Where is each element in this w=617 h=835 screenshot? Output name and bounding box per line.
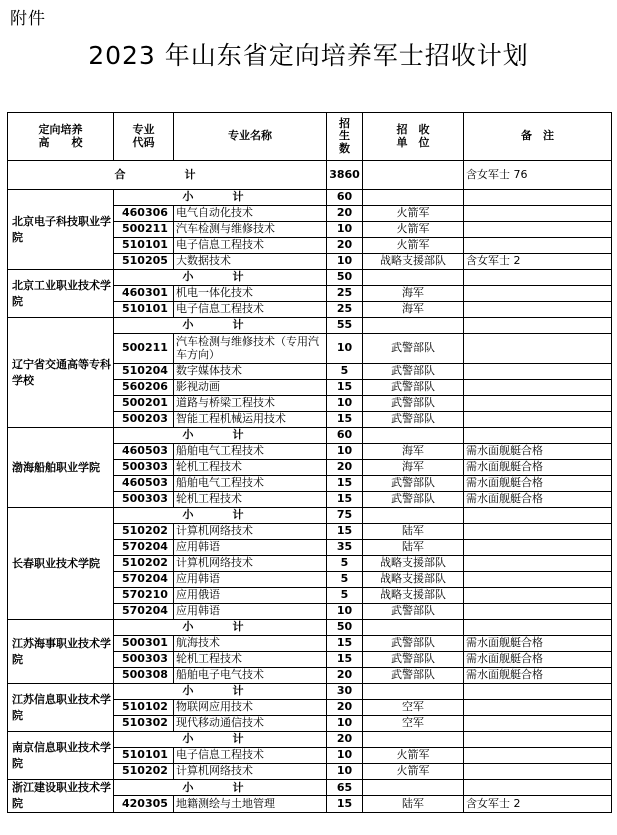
subtotal-count: 50	[327, 270, 363, 286]
major-code: 510102	[114, 700, 174, 716]
subtotal-remark	[464, 428, 612, 444]
recruiting-unit: 火箭军	[363, 238, 464, 254]
subtotal-remark	[464, 190, 612, 206]
header-school-line: 定向培养	[38, 123, 83, 137]
major-code: 510101	[114, 748, 174, 764]
header-unit	[363, 113, 464, 161]
header-count-line: 招	[339, 116, 350, 130]
remark	[464, 540, 612, 556]
header-remark: 备 注	[464, 113, 612, 161]
subtotal-count: 60	[327, 190, 363, 206]
recruiting-unit: 武警部队	[363, 364, 464, 380]
subtotal-label: 小 计	[114, 190, 327, 206]
major-code: 510202	[114, 524, 174, 540]
major-code: 500303	[114, 460, 174, 476]
subtotal-remark	[464, 780, 612, 796]
remark: 含女军士 2	[464, 796, 612, 812]
subtotal-row	[8, 732, 612, 748]
remark: 含女军士 2	[464, 254, 612, 270]
enroll-count: 5	[327, 364, 363, 380]
remark	[464, 396, 612, 412]
major-code: 510205	[114, 254, 174, 270]
remark	[464, 716, 612, 732]
subtotal-unit	[363, 190, 464, 206]
recruiting-unit: 海军	[363, 286, 464, 302]
remark	[464, 604, 612, 620]
recruiting-unit: 空军	[363, 700, 464, 716]
remark	[464, 238, 612, 254]
recruiting-unit: 武警部队	[363, 476, 464, 492]
school-name: 江苏信息职业技术学院	[8, 684, 114, 732]
major-name: 数字媒体技术	[174, 364, 327, 380]
page-title: 2023 年山东省定向培养军士招收计划	[88, 41, 529, 70]
major-code: 420305	[114, 796, 174, 812]
major-code: 510204	[114, 364, 174, 380]
recruiting-unit: 陆军	[363, 796, 464, 812]
header-count-line: 数	[339, 141, 350, 155]
header-school	[8, 113, 114, 161]
recruiting-unit: 武警部队	[363, 380, 464, 396]
total-label: 合 计	[8, 161, 327, 190]
remark	[464, 302, 612, 318]
recruiting-unit: 武警部队	[363, 652, 464, 668]
remark	[464, 206, 612, 222]
subtotal-unit	[363, 780, 464, 796]
major-name: 船舶电气工程技术	[174, 476, 327, 492]
recruiting-unit: 火箭军	[363, 222, 464, 238]
total-unit	[363, 161, 464, 190]
major-name: 汽车检测与维修技术（专用汽车方向）	[174, 334, 327, 364]
recruiting-unit: 武警部队	[363, 636, 464, 652]
school-name: 江苏海事职业技术学院	[8, 620, 114, 684]
major-name: 物联网应用技术	[174, 700, 327, 716]
recruiting-unit: 火箭军	[363, 748, 464, 764]
recruiting-unit: 陆军	[363, 540, 464, 556]
major-code: 570204	[114, 604, 174, 620]
subtotal-remark	[464, 318, 612, 334]
subtotal-unit	[363, 428, 464, 444]
major-name: 电气自动化技术	[174, 206, 327, 222]
major-name: 大数据技术	[174, 254, 327, 270]
major-name: 计算机网络技术	[174, 524, 327, 540]
major-code: 560206	[114, 380, 174, 396]
major-code: 510101	[114, 238, 174, 254]
subtotal-row	[8, 428, 612, 444]
recruiting-unit: 武警部队	[363, 334, 464, 364]
major-code: 570204	[114, 540, 174, 556]
remark	[464, 556, 612, 572]
subtotal-unit	[363, 684, 464, 700]
table-header-row	[8, 113, 612, 161]
recruiting-unit: 空军	[363, 716, 464, 732]
remark	[464, 380, 612, 396]
subtotal-count: 50	[327, 620, 363, 636]
major-name: 轮机工程技术	[174, 652, 327, 668]
subtotal-count: 55	[327, 318, 363, 334]
remark	[464, 588, 612, 604]
subtotal-unit	[363, 620, 464, 636]
enroll-count: 5	[327, 588, 363, 604]
enroll-count: 20	[327, 206, 363, 222]
total-row	[8, 161, 612, 190]
header-major: 专业名称	[174, 113, 327, 161]
subtotal-row	[8, 190, 612, 206]
subtotal-row	[8, 508, 612, 524]
enroll-count: 10	[327, 604, 363, 620]
recruiting-unit: 海军	[363, 460, 464, 476]
enroll-count: 10	[327, 222, 363, 238]
enroll-count: 15	[327, 524, 363, 540]
subtotal-remark	[464, 270, 612, 286]
enroll-count: 5	[327, 572, 363, 588]
major-name: 轮机工程技术	[174, 492, 327, 508]
header-unit-line: 招 收	[396, 123, 430, 137]
remark	[464, 764, 612, 780]
enroll-count: 10	[327, 254, 363, 270]
recruiting-unit: 武警部队	[363, 396, 464, 412]
subtotal-label: 小 计	[114, 270, 327, 286]
recruiting-unit: 战略支援部队	[363, 556, 464, 572]
subtotal-label: 小 计	[114, 684, 327, 700]
enroll-count: 15	[327, 380, 363, 396]
header-code-line: 专业	[132, 123, 155, 137]
subtotal-row	[8, 318, 612, 334]
enroll-count: 10	[327, 764, 363, 780]
remark: 需水面舰艇合格	[464, 476, 612, 492]
enroll-count: 20	[327, 668, 363, 684]
major-name: 船舶电气工程技术	[174, 444, 327, 460]
attachment-label: 附件	[10, 9, 46, 29]
major-code: 500211	[114, 222, 174, 238]
major-code: 510202	[114, 764, 174, 780]
recruiting-unit: 战略支援部队	[363, 254, 464, 270]
recruiting-unit: 火箭军	[363, 764, 464, 780]
recruiting-unit: 战略支援部队	[363, 572, 464, 588]
major-code: 510101	[114, 302, 174, 318]
school-name: 渤海船舶职业学院	[8, 428, 114, 508]
subtotal-unit	[363, 270, 464, 286]
header-school-line: 高 校	[38, 135, 83, 149]
subtotal-unit	[363, 508, 464, 524]
major-name: 应用韩语	[174, 540, 327, 556]
enroll-count: 10	[327, 334, 363, 364]
major-code: 510302	[114, 716, 174, 732]
subtotal-count: 30	[327, 684, 363, 700]
header-code	[114, 113, 174, 161]
enrollment-plan-table	[7, 112, 612, 813]
enroll-count: 25	[327, 286, 363, 302]
major-name: 应用韩语	[174, 572, 327, 588]
header-code-line: 代码	[132, 135, 155, 149]
remark	[464, 334, 612, 364]
major-code: 500201	[114, 396, 174, 412]
major-name: 地籍测绘与土地管理	[174, 796, 327, 812]
major-code: 570204	[114, 572, 174, 588]
major-code: 500211	[114, 334, 174, 364]
remark	[464, 412, 612, 428]
subtotal-count: 65	[327, 780, 363, 796]
school-name: 北京电子科技职业学院	[8, 190, 114, 270]
subtotal-unit	[363, 318, 464, 334]
major-name: 智能工程机械运用技术	[174, 412, 327, 428]
recruiting-unit: 火箭军	[363, 206, 464, 222]
remark: 需水面舰艇合格	[464, 652, 612, 668]
enroll-count: 15	[327, 636, 363, 652]
subtotal-count: 75	[327, 508, 363, 524]
enroll-count: 35	[327, 540, 363, 556]
major-name: 电子信息工程技术	[174, 238, 327, 254]
header-count-line: 生	[339, 129, 350, 143]
subtotal-row	[8, 684, 612, 700]
major-code: 500308	[114, 668, 174, 684]
subtotal-row	[8, 270, 612, 286]
school-name: 南京信息职业技术学院	[8, 732, 114, 780]
major-name: 计算机网络技术	[174, 556, 327, 572]
school-name: 长春职业技术学院	[8, 508, 114, 620]
remark	[464, 364, 612, 380]
enroll-count: 25	[327, 302, 363, 318]
remark	[464, 286, 612, 302]
subtotal-label: 小 计	[114, 620, 327, 636]
major-code: 500303	[114, 652, 174, 668]
major-code: 570210	[114, 588, 174, 604]
enroll-count: 15	[327, 652, 363, 668]
major-name: 电子信息工程技术	[174, 748, 327, 764]
subtotal-row	[8, 620, 612, 636]
major-name: 航海技术	[174, 636, 327, 652]
major-name: 电子信息工程技术	[174, 302, 327, 318]
remark	[464, 222, 612, 238]
major-name: 现代移动通信技术	[174, 716, 327, 732]
recruiting-unit: 武警部队	[363, 668, 464, 684]
recruiting-unit: 海军	[363, 302, 464, 318]
subtotal-label: 小 计	[114, 732, 327, 748]
major-code: 500203	[114, 412, 174, 428]
remark	[464, 748, 612, 764]
recruiting-unit: 海军	[363, 444, 464, 460]
recruiting-unit: 武警部队	[363, 492, 464, 508]
major-code: 460306	[114, 206, 174, 222]
remark	[464, 572, 612, 588]
major-code: 510202	[114, 556, 174, 572]
major-name: 应用俄语	[174, 588, 327, 604]
enroll-count: 10	[327, 396, 363, 412]
subtotal-label: 小 计	[114, 318, 327, 334]
recruiting-unit: 战略支援部队	[363, 588, 464, 604]
major-code: 500301	[114, 636, 174, 652]
major-name: 计算机网络技术	[174, 764, 327, 780]
subtotal-count: 60	[327, 428, 363, 444]
recruiting-unit: 武警部队	[363, 412, 464, 428]
enroll-count: 20	[327, 700, 363, 716]
recruiting-unit: 陆军	[363, 524, 464, 540]
recruiting-unit: 武警部队	[363, 604, 464, 620]
enroll-count: 15	[327, 492, 363, 508]
subtotal-remark	[464, 620, 612, 636]
major-name: 轮机工程技术	[174, 460, 327, 476]
major-name: 汽车检测与维修技术	[174, 222, 327, 238]
remark: 需水面舰艇合格	[464, 444, 612, 460]
subtotal-label: 小 计	[114, 508, 327, 524]
enroll-count: 10	[327, 716, 363, 732]
enroll-count: 20	[327, 238, 363, 254]
header-unit-line: 单 位	[396, 135, 430, 149]
major-name: 机电一体化技术	[174, 286, 327, 302]
remark	[464, 524, 612, 540]
major-code: 460503	[114, 444, 174, 460]
subtotal-remark	[464, 508, 612, 524]
subtotal-row	[8, 780, 612, 796]
enroll-count: 15	[327, 412, 363, 428]
remark: 需水面舰艇合格	[464, 460, 612, 476]
school-name: 辽宁省交通高等专科学校	[8, 318, 114, 428]
subtotal-remark	[464, 684, 612, 700]
remark	[464, 700, 612, 716]
subtotal-remark	[464, 732, 612, 748]
enroll-count: 15	[327, 476, 363, 492]
major-name: 应用韩语	[174, 604, 327, 620]
subtotal-unit	[363, 732, 464, 748]
enroll-count: 20	[327, 460, 363, 476]
subtotal-label: 小 计	[114, 428, 327, 444]
major-code: 460301	[114, 286, 174, 302]
enroll-count: 15	[327, 796, 363, 812]
enroll-count: 10	[327, 748, 363, 764]
header-count	[327, 113, 363, 161]
subtotal-label: 小 计	[114, 780, 327, 796]
major-code: 500303	[114, 492, 174, 508]
subtotal-count: 20	[327, 732, 363, 748]
school-name: 浙江建设职业技术学院	[8, 780, 114, 813]
total-count: 3860	[327, 161, 363, 190]
remark: 需水面舰艇合格	[464, 668, 612, 684]
major-name: 影视动画	[174, 380, 327, 396]
enroll-count: 5	[327, 556, 363, 572]
major-name: 道路与桥梁工程技术	[174, 396, 327, 412]
major-name: 船舶电子电气技术	[174, 668, 327, 684]
enroll-count: 10	[327, 444, 363, 460]
school-name: 北京工业职业技术学院	[8, 270, 114, 318]
remark: 需水面舰艇合格	[464, 492, 612, 508]
remark: 需水面舰艇合格	[464, 636, 612, 652]
major-code: 460503	[114, 476, 174, 492]
total-remark: 含女军士 76	[464, 161, 612, 190]
